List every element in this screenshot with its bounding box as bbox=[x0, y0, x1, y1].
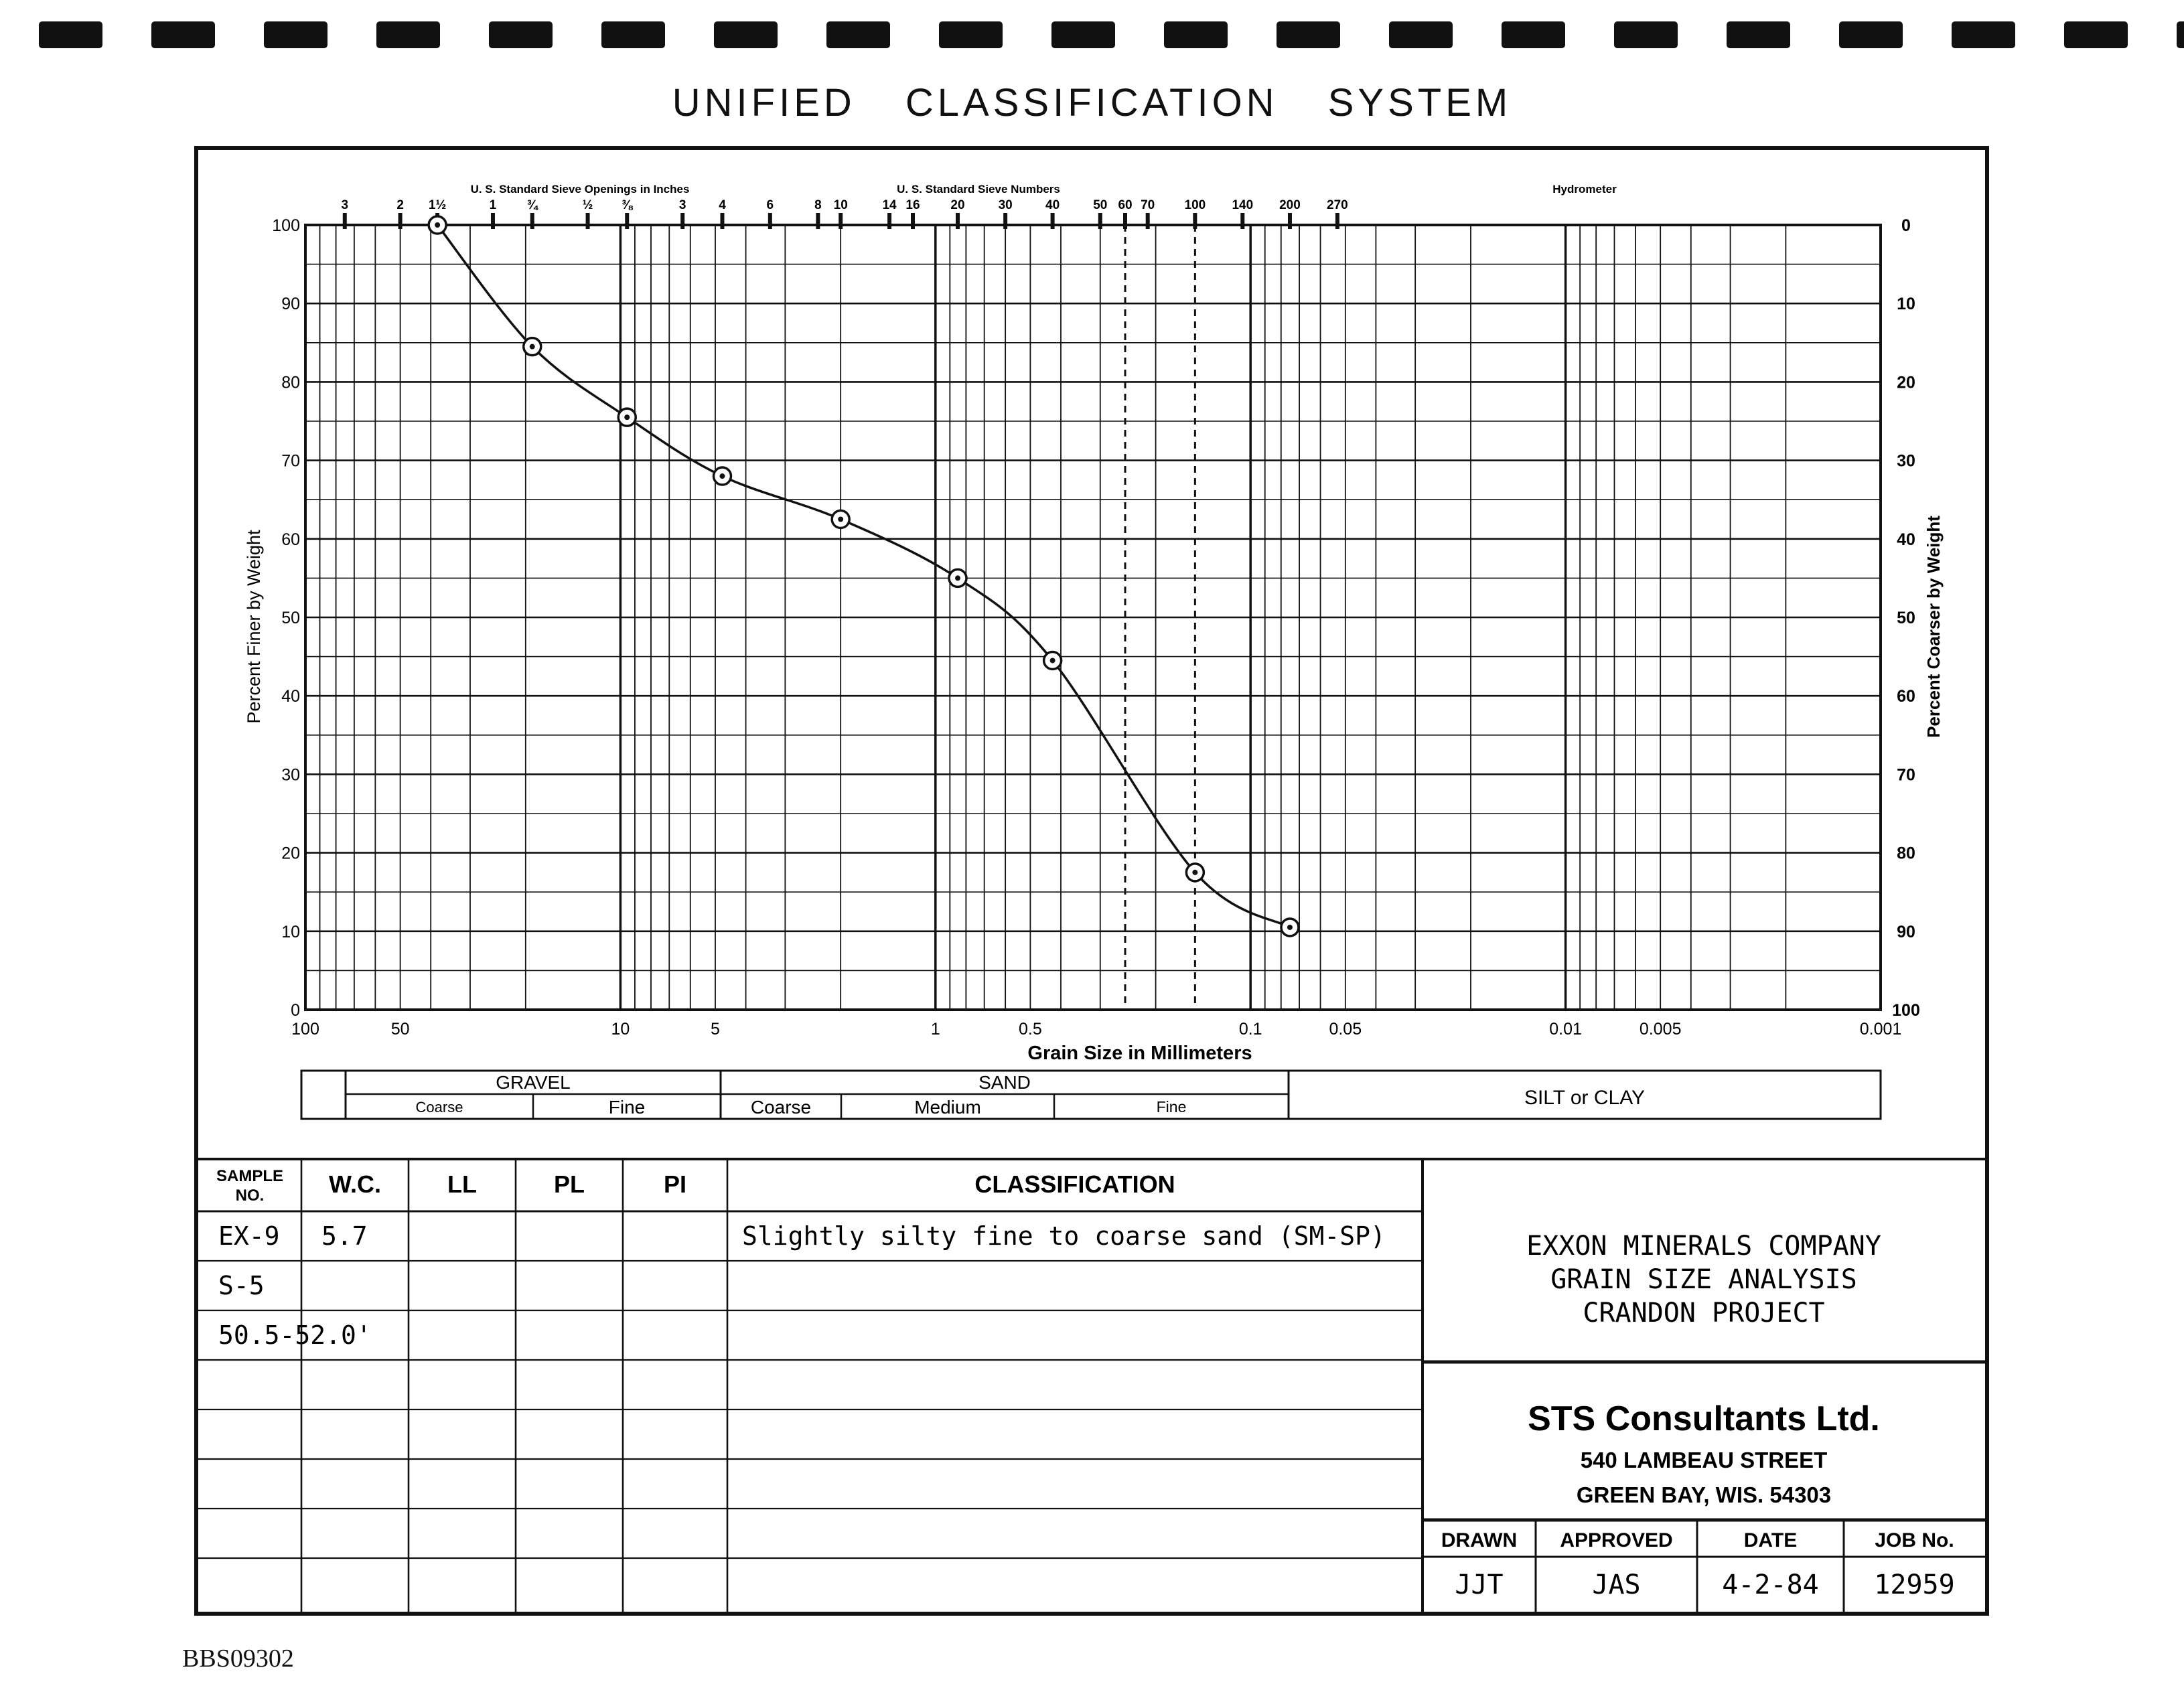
sample-table bbox=[198, 1159, 1985, 1612]
sieve-tick-label: 16 bbox=[905, 198, 920, 212]
form-frame bbox=[194, 146, 1989, 1616]
punch-hole bbox=[2064, 21, 2128, 48]
y-tick-label-left: 100 bbox=[272, 216, 300, 235]
page-title bbox=[0, 80, 2184, 125]
data-point-dot bbox=[1192, 870, 1197, 875]
sieve-tick-label: 140 bbox=[1232, 198, 1254, 212]
punch-hole bbox=[601, 21, 665, 48]
gravel-fine-label: Fine bbox=[608, 1097, 646, 1118]
sieve-tick-label: 2 bbox=[396, 198, 404, 212]
project-line-project: CRANDON PROJECT bbox=[1583, 1298, 1825, 1328]
y-axis-label-right: Percent Coarser by Weight bbox=[1923, 516, 1944, 738]
y-tick-label-left: 90 bbox=[281, 295, 300, 314]
x-tick-label: 0.5 bbox=[1019, 1020, 1042, 1039]
sieve-tick-label: 3 bbox=[678, 198, 686, 212]
punch-hole bbox=[1839, 21, 1903, 48]
wc-header: W.C. bbox=[329, 1170, 381, 1198]
punch-hole bbox=[1952, 21, 2015, 48]
punch-hole bbox=[2177, 21, 2184, 48]
punch-hole bbox=[151, 21, 215, 48]
table-cell-classification: Slightly silty fine to coarse sand (SM-SP) bbox=[742, 1221, 1386, 1251]
signoff-grid bbox=[1423, 1520, 1985, 1612]
x-axis-label: Grain Size in Millimeters bbox=[1027, 1043, 1252, 1064]
data-point-dot bbox=[838, 517, 843, 522]
y-tick-label-left: 10 bbox=[281, 922, 300, 941]
pl-header: PL bbox=[553, 1170, 585, 1198]
hydrometer-axis-label: Hydrometer bbox=[1552, 183, 1617, 196]
sand-label: SAND bbox=[978, 1072, 1031, 1093]
x-tick-label: 100 bbox=[291, 1020, 319, 1039]
y-tick-label-left: 20 bbox=[281, 844, 300, 863]
sand-coarse-label: Coarse bbox=[750, 1097, 812, 1118]
drawn-value: JJT bbox=[1455, 1570, 1504, 1600]
drawn-header: DRAWN bbox=[1441, 1529, 1518, 1551]
y-tick-label-left: 30 bbox=[281, 765, 300, 785]
gravel-label: GRAVEL bbox=[496, 1072, 571, 1093]
punch-hole bbox=[1051, 21, 1115, 48]
punch-hole bbox=[489, 21, 553, 48]
punch-hole bbox=[1277, 21, 1340, 48]
punch-hole bbox=[39, 21, 102, 48]
sieve-tick-label: 50 bbox=[1093, 198, 1108, 212]
ll-header: LL bbox=[447, 1170, 477, 1198]
y-axis-label-left: Percent Finer by Weight bbox=[244, 530, 264, 724]
punch-hole bbox=[1502, 21, 1565, 48]
sieve-tick-label: 1½ bbox=[428, 198, 447, 212]
gradation-curve bbox=[437, 225, 1290, 927]
sieve-tick-label: ¾ bbox=[526, 198, 538, 212]
sieve-tick-label: ½ bbox=[582, 198, 593, 212]
sieve-tick-label: 30 bbox=[998, 198, 1013, 212]
silt-clay-label: SILT or CLAY bbox=[1524, 1087, 1646, 1109]
top-sieve-axis bbox=[341, 183, 1617, 229]
pi-header: PI bbox=[663, 1170, 687, 1198]
y-tick-label-right: 50 bbox=[1897, 609, 1915, 627]
sieve-tick-label: 100 bbox=[1184, 198, 1206, 212]
sample-no-header: SAMPLE bbox=[216, 1167, 284, 1185]
data-point-dot bbox=[435, 222, 440, 228]
y-tick-label-left: 0 bbox=[291, 1001, 300, 1020]
soil-class-band bbox=[301, 1071, 1881, 1119]
approved-header: APPROVED bbox=[1560, 1529, 1673, 1551]
chart-grid bbox=[305, 225, 1881, 1010]
x-tick-label: 10 bbox=[611, 1020, 630, 1039]
title-word: SYSTEM bbox=[1327, 81, 1512, 125]
sieve-tick-label: 40 bbox=[1045, 198, 1060, 212]
sieve-tick-label: 60 bbox=[1118, 198, 1133, 212]
data-point-dot bbox=[1287, 925, 1293, 930]
y-tick-label-right: 80 bbox=[1897, 844, 1915, 863]
sieve-tick-label: 1 bbox=[489, 198, 497, 212]
y-tick-label-right: 100 bbox=[1892, 1001, 1920, 1020]
x-tick-label: 50 bbox=[390, 1020, 410, 1039]
y-tick-label-right: 40 bbox=[1897, 530, 1915, 549]
firm-street: 540 LAMBEAU STREET bbox=[1580, 1448, 1828, 1472]
y-tick-label-left: 50 bbox=[281, 609, 300, 627]
sand-fine-label: Fine bbox=[1156, 1098, 1187, 1116]
sieve-tick-label: 3 bbox=[341, 198, 349, 212]
sieve-tick-label: 14 bbox=[882, 198, 897, 212]
sieve-inches-axis-label: U. S. Standard Sieve Openings in Inches bbox=[470, 183, 690, 196]
table-cell-sample: 50.5-52.0' bbox=[218, 1320, 372, 1350]
x-tick-label: 0.005 bbox=[1639, 1020, 1682, 1039]
data-point-dot bbox=[1050, 658, 1055, 663]
x-tick-label: 0.01 bbox=[1549, 1020, 1582, 1039]
y-tick-label-right: 10 bbox=[1897, 295, 1915, 314]
sieve-tick-label: 20 bbox=[950, 198, 965, 212]
job-value: 12959 bbox=[1874, 1570, 1955, 1600]
classification-header: CLASSIFICATION bbox=[974, 1170, 1175, 1198]
punch-hole bbox=[714, 21, 778, 48]
sieve-tick-label: ⅜ bbox=[622, 198, 633, 212]
table-cell-sample: S-5 bbox=[218, 1271, 265, 1300]
y-tick-label-left: 40 bbox=[281, 687, 300, 706]
sieve-tick-label: 6 bbox=[766, 198, 774, 212]
date-value: 4-2-84 bbox=[1722, 1570, 1819, 1600]
y-tick-label-right: 20 bbox=[1897, 373, 1915, 392]
y-tick-label-left: 60 bbox=[281, 530, 300, 549]
project-block bbox=[1423, 1231, 1985, 1362]
x-tick-label: 0.001 bbox=[1859, 1020, 1902, 1039]
x-tick-label: 5 bbox=[711, 1020, 720, 1039]
job-header: JOB No. bbox=[1875, 1529, 1954, 1551]
sieve-numbers-axis-label: U. S. Standard Sieve Numbers bbox=[897, 183, 1060, 196]
y-tick-label-right: 90 bbox=[1897, 922, 1915, 941]
table-cell-sample: EX-9 bbox=[218, 1221, 280, 1251]
sieve-tick-label: 70 bbox=[1141, 198, 1155, 212]
sample-no-header: NO. bbox=[235, 1187, 265, 1205]
x-tick-label: 1 bbox=[930, 1020, 940, 1039]
y-tick-label-left: 80 bbox=[281, 373, 300, 392]
data-point-dot bbox=[955, 575, 960, 581]
firm-name: STS Consultants Ltd. bbox=[1528, 1399, 1880, 1438]
data-point-dot bbox=[530, 344, 535, 350]
punch-hole bbox=[1727, 21, 1790, 48]
project-line-analysis: GRAIN SIZE ANALYSIS bbox=[1550, 1264, 1857, 1295]
approved-value: JAS bbox=[1592, 1570, 1641, 1600]
y-tick-label-right: 0 bbox=[1901, 216, 1911, 235]
date-header: DATE bbox=[1743, 1529, 1798, 1551]
document-code: BBS09302 bbox=[182, 1645, 294, 1673]
data-point-dot bbox=[624, 414, 630, 420]
punch-hole bbox=[264, 21, 327, 48]
sand-medium-label: Medium bbox=[914, 1097, 981, 1118]
x-tick-label: 0.05 bbox=[1329, 1020, 1362, 1039]
firm-city: GREEN BAY, WIS. 54303 bbox=[1576, 1482, 1832, 1507]
punch-hole bbox=[1614, 21, 1678, 48]
punch-hole bbox=[939, 21, 1003, 48]
sieve-tick-label: 4 bbox=[719, 198, 726, 212]
table-cell-wc: 5.7 bbox=[321, 1221, 368, 1251]
x-tick-label: 0.1 bbox=[1238, 1020, 1262, 1039]
firm-block bbox=[1528, 1399, 1880, 1507]
data-point-dot bbox=[719, 473, 725, 479]
y-tick-label-left: 70 bbox=[281, 451, 300, 471]
y-tick-label-right: 70 bbox=[1897, 765, 1915, 785]
punch-hole-strip bbox=[0, 0, 2184, 74]
title-word: CLASSIFICATION bbox=[905, 81, 1279, 125]
gravel-coarse-label: Coarse bbox=[415, 1099, 463, 1116]
grain-size-chart bbox=[198, 150, 1985, 1612]
sieve-tick-label: 270 bbox=[1327, 198, 1348, 212]
sieve-tick-label: 200 bbox=[1279, 198, 1301, 212]
title-word: UNIFIED bbox=[672, 81, 856, 125]
punch-hole bbox=[376, 21, 440, 48]
y-tick-label-right: 30 bbox=[1897, 451, 1915, 471]
sieve-tick-label: 10 bbox=[833, 198, 848, 212]
sieve-tick-label: 8 bbox=[814, 198, 822, 212]
project-line-company: EXXON MINERALS COMPANY bbox=[1526, 1231, 1881, 1262]
punch-hole bbox=[1389, 21, 1453, 48]
punch-hole bbox=[1164, 21, 1228, 48]
y-tick-label-right: 60 bbox=[1897, 687, 1915, 706]
punch-hole bbox=[826, 21, 890, 48]
